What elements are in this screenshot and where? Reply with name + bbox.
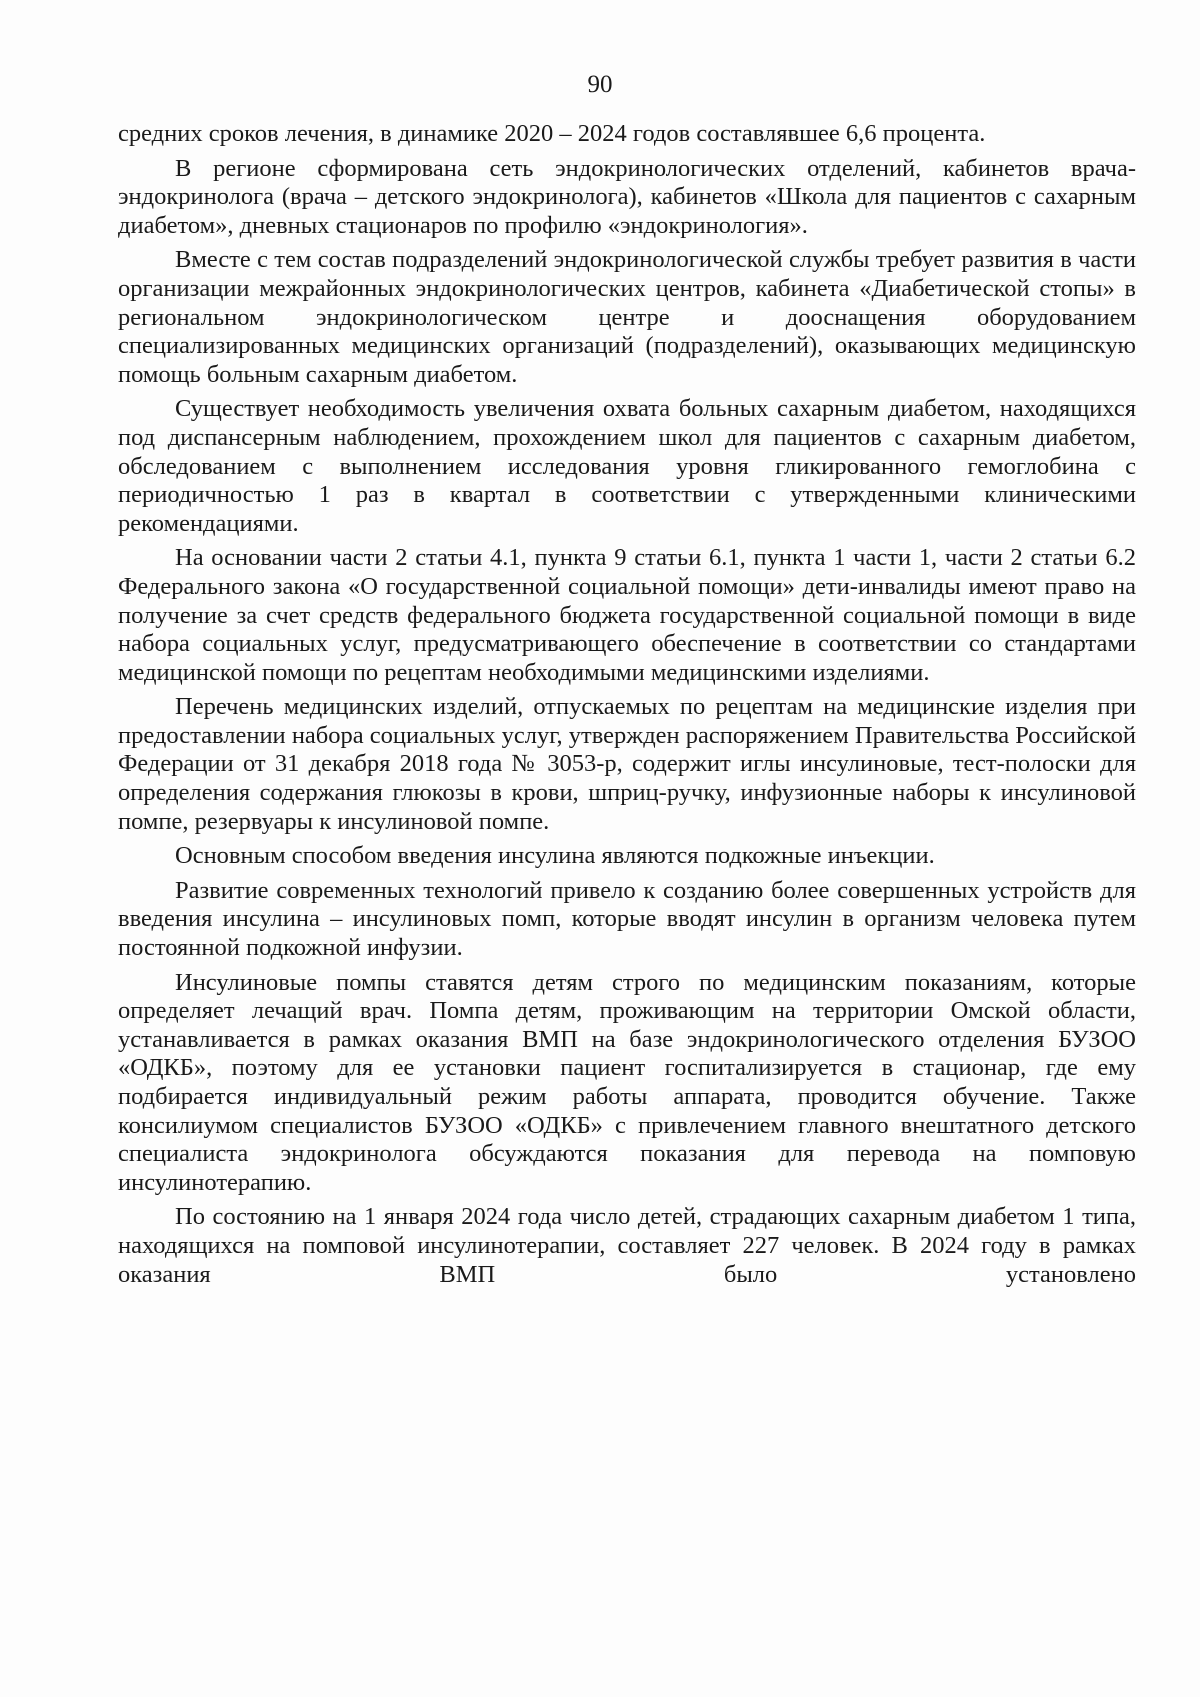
document-body — [118, 120, 1136, 1295]
paragraph-service-development: Вместе с тем состав подразделений эндокринологической службы требует развития в части организации межрайонных эндокринологических центров, кабинета «Диабетической стопы» в региональном эндокринологическом центре и дооснащения оборудованием специализированных медицинских организаций (подразделений), оказывающих медицинскую помощь больным сахарным диабетом. — [118, 246, 1136, 388]
paragraph-medical-devices-list: Перечень медицинских изделий, отпускаемых по рецептам на медицинские изделия при предоставлении набора социальных услуг, утвержден распоряжением Правительства Российской Федерации от 31 декабря 2018 года № 3053-р, содержит иглы инсулиновые, тест-полоски для определения содержания глюкозы в крови, шприц-ручку, инфузионные наборы к инсулиновой помпе, резервуары к инсулиновой помпе. — [118, 693, 1136, 835]
paragraph-legal-basis: На основании части 2 статьи 4.1, пункта 9 статьи 6.1, пункта 1 части 1, части 2 статьи 6.2 Федерального закона «О государственной социальной помощи» дети-инвалиды имеют право на получение за счет средств федерального бюджета государственной социальной помощи в виде набора социальных услуг, предусматривающего обеспечение в соответствии со стандартами медицинской помощи по рецептам необходимыми медицинскими изделиями. — [118, 544, 1136, 686]
paragraph-coverage-need: Существует необходимость увеличения охвата больных сахарным диабетом, находящихся под диспансерным наблюдением, прохождением школ для пациентов с сахарным диабетом, обследованием с выполнением исследования уровня гликированного гемоглобина с периодичностью 1 раз в квартал в соответствии с утвержденными клиническими рекомендациями. — [118, 395, 1136, 537]
page-number: 90 — [587, 71, 613, 98]
paragraph-insulin-injections: Основным способом введения инсулина являются подкожные инъекции. — [175, 842, 935, 870]
paragraph-pump-statistics: По состоянию на 1 января 2024 года число детей, страдающих сахарным диабетом 1 типа, находящихся на помповой инсулинотерапии, составляет 227 человек. В 2024 году в рамках оказания ВМП было установлено — [118, 1203, 1136, 1288]
paragraph-endocrinology-network: В регионе сформирована сеть эндокринологических отделений, кабинетов врача-эндокринолога (врача – детского эндокринолога), кабинетов «Школа для пациентов с сахарным диабетом», дневных стационаров по профилю «эндокринология». — [118, 154, 1136, 239]
paragraph-insulin-pumps-technology: Развитие современных технологий привело к созданию более совершенных устройств для введения инсулина – инсулиновых помп, которые вводят инсулин в организм человека путем постоянной подкожной инфузии. — [118, 876, 1136, 962]
paragraph-pump-indications: Инсулиновые помпы ставятся детям строго по медицинским показаниям, которые определяет лечащий врач. Помпа детям, проживающим на территории Омской области, устанавливается в рамках оказания ВМП на базе эндокринологического отделения БУЗОО «ОДКБ», поэтому для ее установки пациент госпитализируется в стационар, где ему подбирается индивидуальный режим работы аппарата, проводится обучение. Также консилиумом специалистов БУЗОО «ОДКБ» с привлечением главного внештатного детского специалиста эндокринолога обсуждаются показания для перевода на помповую инсулинотерапию. — [118, 968, 1136, 1196]
paragraph-continuation: средних сроков лечения, в динамике 2020 – 2024 годов составлявшее 6,6 процента. — [118, 120, 986, 147]
